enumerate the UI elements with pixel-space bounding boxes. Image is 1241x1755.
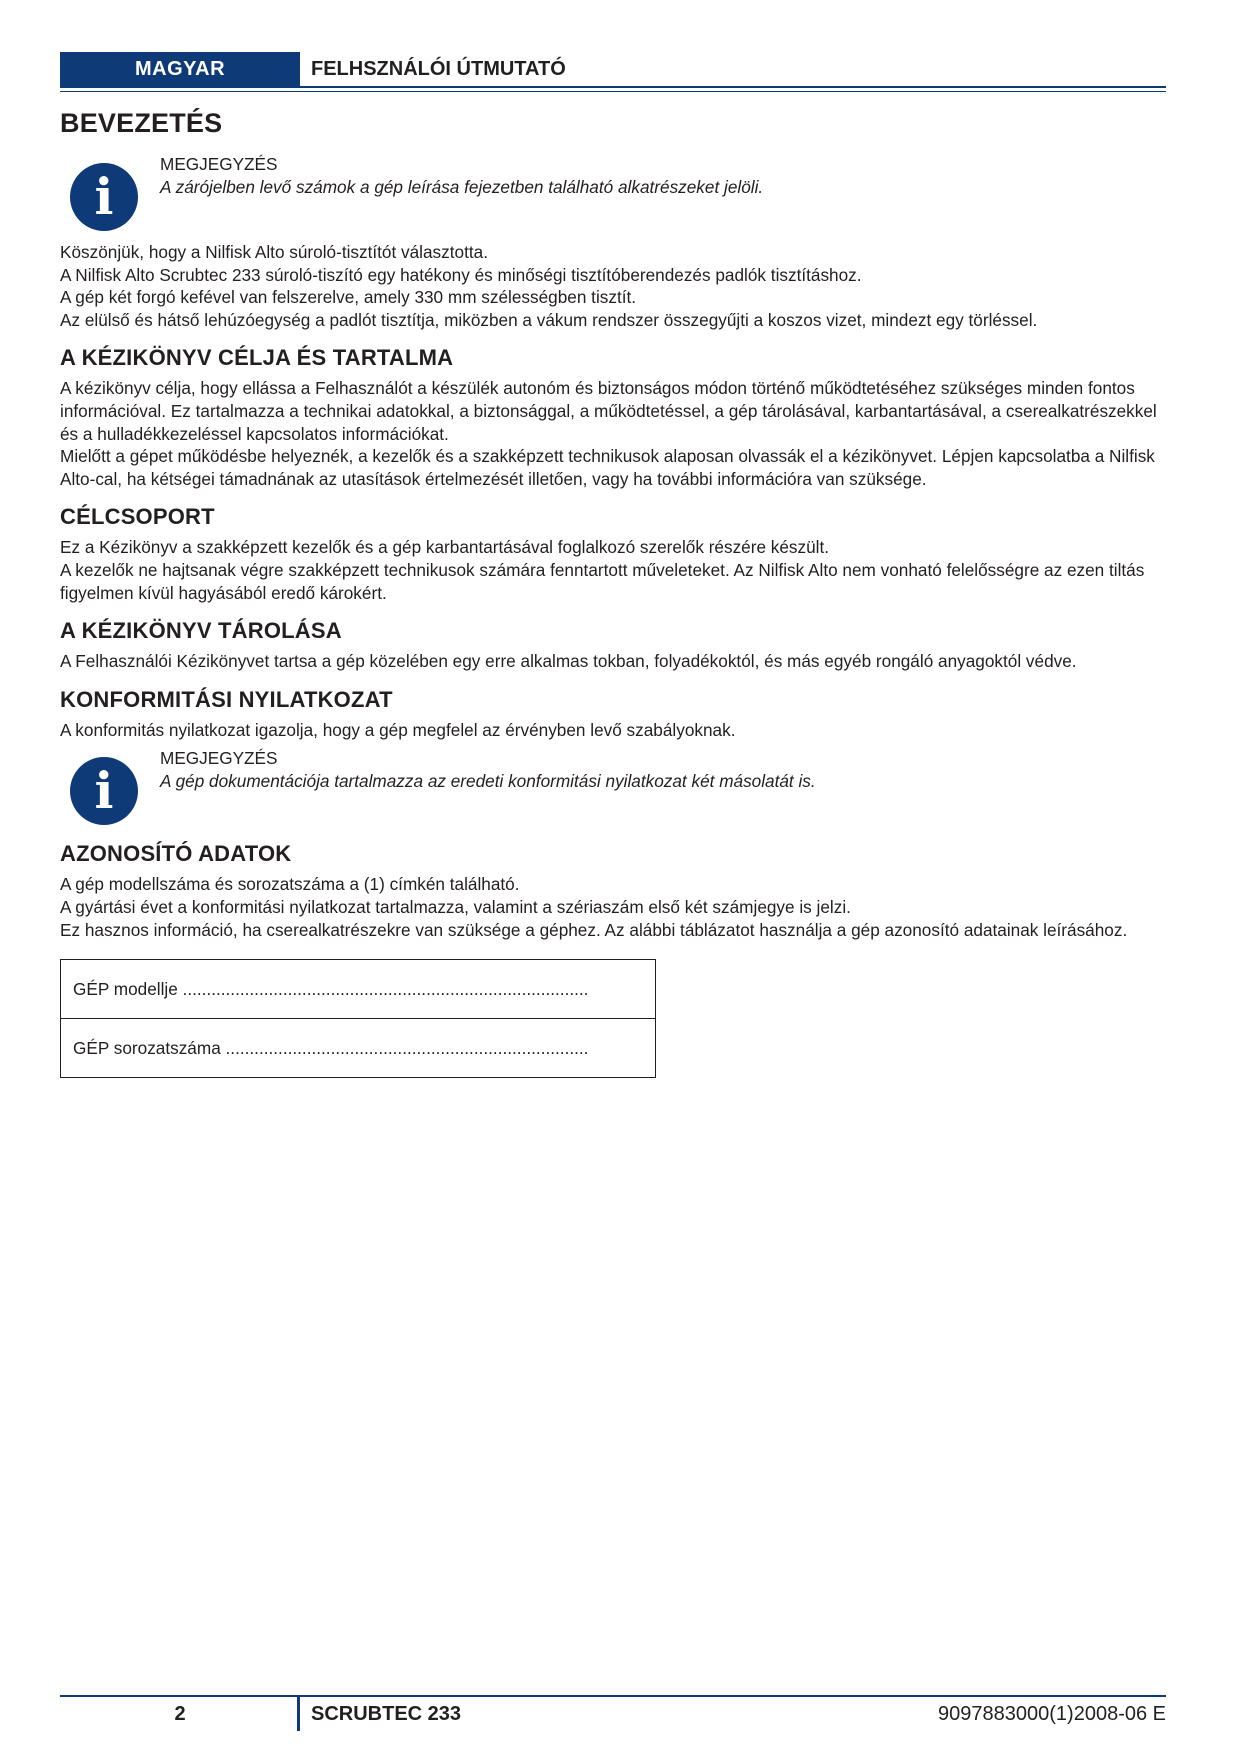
document-code: 9097883000(1)2008-06 E — [938, 1702, 1166, 1725]
machine-serial-field: GÉP sorozatszáma ............................................................................ — [61, 1019, 656, 1078]
note-text: A gép dokumentációja tartalmazza az eredeti konformitási nyilatkozat két másolatát is. — [160, 771, 816, 792]
section-purpose — [60, 345, 1166, 490]
paragraph: A konformitás nyilatkozat igazolja, hogy a gép megfelel az érvényben levő szabályoknak. — [60, 719, 736, 740]
note-box-conformity — [60, 747, 1166, 825]
paragraph: Ez hasznos információ, ha cserealkatrészekre van szüksége a géphez. Az alábbi táblázatot használja a gép azonosító adatainak leírásához. — [60, 919, 1128, 940]
machine-model-field: GÉP modellje ..................................................................................... — [61, 960, 656, 1019]
table-row — [61, 960, 656, 1019]
section-target-group — [60, 504, 1166, 604]
table-row — [61, 1019, 656, 1078]
section-title-conformity: KONFORMITÁSI NYILATKOZAT — [60, 686, 393, 712]
section-title-storage: A KÉZIKÖNYV TÁROLÁSA — [60, 618, 342, 644]
section-title-introduction: BEVEZETÉS — [60, 108, 223, 138]
info-icon: i — [70, 163, 138, 231]
section-title-purpose: A KÉZIKÖNYV CÉLJA ÉS TARTALMA — [60, 345, 454, 371]
section-title-target-group: CÉLCSOPORT — [60, 504, 215, 530]
section-storage — [60, 618, 1166, 673]
page-content — [60, 108, 1166, 1078]
paragraph-line: Köszönjük, hogy a Nilfisk Alto súroló-tisztítót választotta. — [60, 242, 488, 262]
paragraph-line: A gyártási évet a konformitási nyilatkozat tartalmazza, valamint a szériaszám első két számjegye is jelzi. — [60, 896, 851, 917]
paragraph-line: A gép két forgó kefével van felszerelve, amely 330 mm szélességben tisztít. — [60, 287, 637, 308]
note-label: MEGJEGYZÉS — [160, 154, 278, 174]
paragraph: A kezelők ne hajtsanak végre szakképzett technikusok számára fenntartott műveleteket. Az Nilfisk Alto nem vonható felelősségre az ezen tiltás figyelmen kívül hagyásából eredő károkért. — [60, 559, 1145, 603]
note-label: MEGJEGYZÉS — [160, 748, 278, 769]
section-identification — [60, 841, 1166, 1078]
paragraph: Ez a Kézikönyv a szakképzett kezelők és a gép karbantartásával foglalkozó szerelők részére készült. — [60, 537, 830, 558]
page-footer — [60, 1695, 1166, 1731]
page-number: 2 — [174, 1702, 186, 1725]
identification-table — [60, 959, 656, 1078]
language-badge: MAGYAR — [60, 52, 300, 86]
paragraph: A kézikönyv célja, hogy ellássa a Felhasználót a készülék autonóm és biztonságos módon történő működtetéséhez szükséges minden fontos információval. Ez tartalmazza a technikai adatokkal, a biztonsággal, a működtetéssel, a gép tárolásával, karbantartásával, a cserealkatrészekkel és a hulladékkezeléssel kapcsolatos információkat. — [60, 378, 1157, 444]
note-box-intro — [60, 153, 1166, 231]
product-name: SCRUBTEC 233 — [311, 1702, 462, 1725]
footer-divider — [297, 1697, 300, 1731]
paragraph: Mielőtt a gépet működésbe helyeznék, a kezelők és a szakképzett technikusok alaposan olvassák el a kézikönyvet. Lépjen kapcsolatba a Nilfisk Alto-cal, ha kétségei támadnának az utasítások értelmezését illetően, vagy ha további információra van szüksége. — [60, 446, 1155, 489]
paragraph-line: A Nilfisk Alto Scrubtec 233 súroló-tiszító egy hatékony és minőségi tisztítóberendezés padlók tisztításhoz. — [60, 264, 862, 285]
paragraph-line: Az elülső és hátső lehúzóegység a padlót tisztítja, miközben a vákum rendszer összegyűjti a koszos vizet, mindezt egy törléssel. — [60, 309, 1038, 330]
info-icon: i — [70, 757, 138, 825]
paragraph: A Felhasználói Kézikönyvet tartsa a gép közelében egy erre alkalmas tokban, folyadékoktól, és más egyéb rongáló anyagoktól védve. — [60, 651, 1077, 672]
paragraph-line: A gép modellszáma és sorozatszáma a (1) címkén található. — [60, 874, 520, 895]
section-conformity — [60, 687, 1166, 826]
page-header — [60, 52, 1166, 88]
section-title-identification: AZONOSÍTÓ ADATOK — [60, 841, 292, 867]
note-text: A zárójelben levő számok a gép leírása fejezetben található alkatrészeket jelöli. — [160, 177, 764, 197]
document-type: FELHSZNÁLÓI ÚTMUTATÓ — [311, 57, 566, 80]
